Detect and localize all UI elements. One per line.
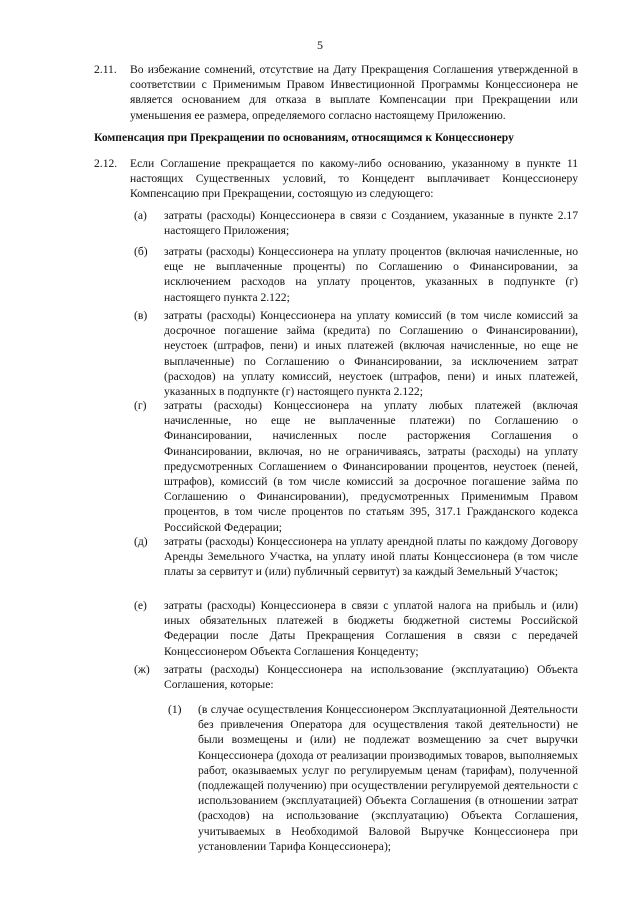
list-item-zh	[134, 662, 578, 692]
list-item-g	[134, 398, 578, 535]
list-item-v	[134, 308, 578, 399]
clause-text: Если Соглашение прекращается по какому-либо основанию, указанному в пункте 11 настоящих Существенных условий, то Концедент выплачивает Концессионеру Компенсацию при Прекращении, состоящую из следующего:	[130, 157, 578, 201]
list-item-a	[134, 208, 578, 238]
list-item-text: затраты (расходы) Концессионера на использование (эксплуатацию) Объекта Соглашения, которые:	[164, 663, 578, 692]
list-item-text: затраты (расходы) Концессионера в связи с уплатой налога на прибыль и (или) иных обязательных платежей в бюджеты бюджетной системы Российской Федерации после Даты Прекращения Соглашения в связи с передачей Концессионером Объекта Соглашения Концеденту;	[164, 599, 578, 658]
list-item-text: затраты (расходы) Концессионера в связи с Созданием, указанные в пункте 2.17 настоящего Приложения;	[164, 209, 578, 238]
section-heading: Компенсация при Прекращении по основаниям, относящимся к Концессионеру	[94, 131, 514, 144]
sub-item-text: (в случае осуществления Концессионером Эксплуатационной Деятельности без привлечения Оператора для осуществления такой деятельности) не были возмещены и (или) не подлежат возмещению за счет выручки Концессионера (дохода от реализации производимых товаров, выполняемых работ, оказываемых услуг по регулируемым ценам (тарифам), полученной (подлежащей получению) при осуществлении регулируемой деятельности с использованием (эксплуатацией) Объекта Соглашения (в отношении затрат (расходов) на использование (эксплуатацию) Объекта Соглашения, учитываемых в Необходимой Валовой Выручке Концессионера при установлении Тарифа Концессионера);	[198, 703, 578, 853]
list-item-marker: (г)	[134, 399, 147, 412]
list-item-marker: (д)	[134, 535, 148, 548]
list-item-marker: (б)	[134, 245, 148, 258]
list-item-marker: (а)	[134, 209, 147, 222]
sub-item-1	[168, 702, 578, 854]
list-item-text: затраты (расходы) Концессионера на уплату любых платежей (включая начисленные, но еще не выплаченные платежи) по Соглашению о Финансировании, начисленных после расторжения Соглашения о Финансировании, включая, но не ограничиваясь, затраты (расходы) на уплату предусмотренных Соглашением о Финансировании процентов, неустоек (пеней, штрафов), комиссий (в том числе комиссий за досрочное погашение займа по Соглашению о Финансировании), предусмотренных Применимым Правом процентов, в том числе процентов по статьям 395, 317.1 Гражданского кодекса Российской Федерации;	[164, 399, 578, 534]
clause-number: 2.11.	[94, 63, 117, 76]
page-number: 5	[317, 38, 323, 52]
clause-2-11	[94, 62, 578, 123]
clause-number: 2.12.	[94, 157, 118, 170]
list-item-text: затраты (расходы) Концессионера на уплату комиссий (в том числе комиссий за досрочное погашение займа (кредита) по Соглашению о Финансировании), неустоек (штрафов, пени) и иных платежей (включая начисленные, но еще не выплаченные) по Соглашению о Финансировании, за исключением затрат (расходов) на уплату комиссий, неустоек (штрафов, пени) и иных платежей, указанных в подпункте (г) настоящего пункта 2.122;	[164, 309, 578, 399]
list-item-text: затраты (расходы) Концессионера на уплату процентов (включая начисленные, но еще не выплаченные проценты) по Соглашению о Финансировании, за исключением расходов на уплату процентов, указанных в подпункте (г) настоящего пункта 2.122;	[164, 245, 578, 304]
sub-item-marker: (1)	[168, 703, 182, 716]
list-item-marker: (ж)	[134, 663, 150, 676]
clause-text: Во избежание сомнений, отсутствие на Дату Прекращения Соглашения утвержденной в соответствии с Применимым Правом Инвестиционной Программы Концессионера не является основанием для отказа в выплате Компенсации при Прекращении или уменьшения ее размера, определяемого согласно настоящему Приложению.	[130, 63, 578, 122]
list-item-d	[134, 534, 578, 580]
list-item-marker: (е)	[134, 599, 147, 612]
list-item-marker: (в)	[134, 309, 148, 322]
list-item-b	[134, 244, 578, 305]
list-item-text: затраты (расходы) Концессионера на уплату арендной платы по каждому Договору Аренды Земельного Участка, на уплату иной платы Концессионера (в том числе платы за сервитут и (или) публичный сервитут) за каждый Земельный Участок;	[164, 535, 578, 579]
list-item-e	[134, 598, 578, 659]
clause-2-12	[94, 156, 578, 202]
